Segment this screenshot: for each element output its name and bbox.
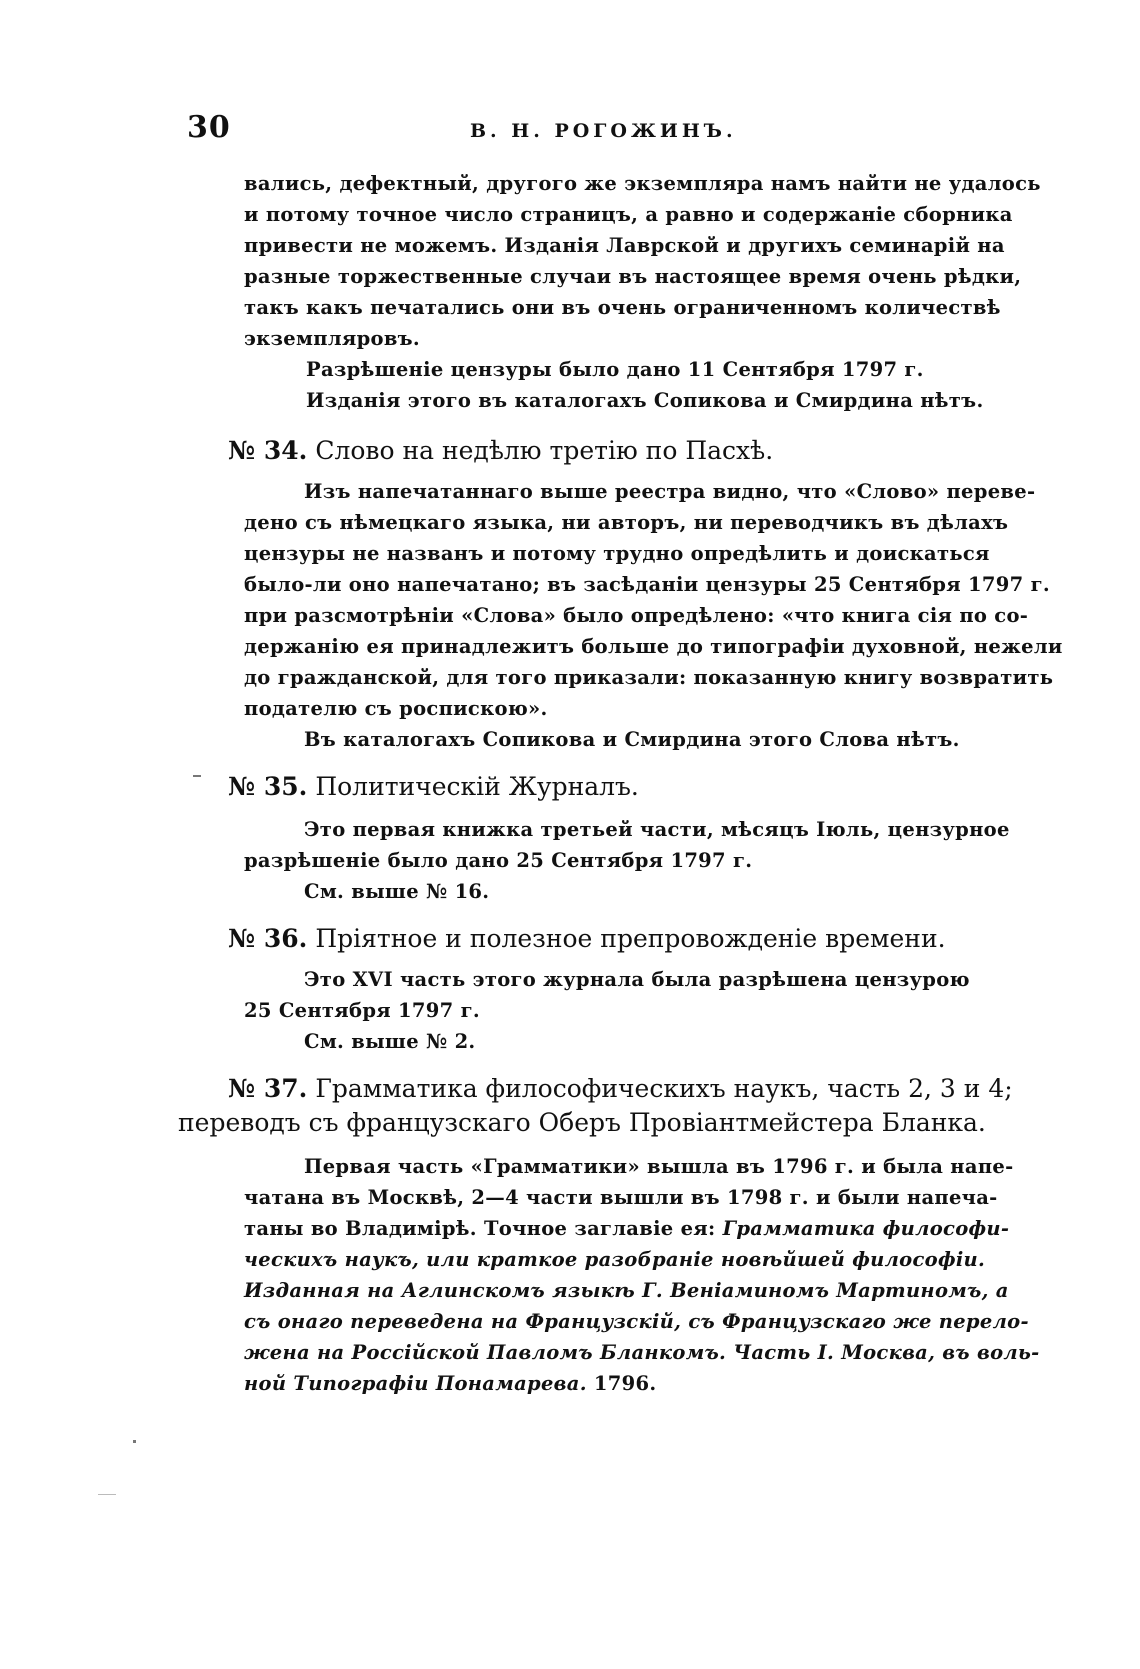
paragraph-line: разные торжественные случаи въ настоящее время очень рѣдки,: [244, 265, 1022, 288]
book-title-italic: съ онаго переведена на Французскій, съ Французскаго же перело-: [244, 1310, 1029, 1333]
entry-heading: [228, 1074, 1013, 1103]
running-title: В. Н. РОГОЖИНЪ.: [470, 120, 737, 142]
book-title-italic: ной Типографіи Понамарева.: [244, 1372, 587, 1395]
paragraph-line: дено съ нѣмецкаго языка, ни авторъ, ни переводчикъ въ дѣлахъ: [244, 511, 1009, 534]
see-also-note: См. выше № 16.: [304, 880, 490, 903]
paragraph-line: чатана въ Москвѣ, 2—4 части вышли въ 1798 г. и были напеча-: [244, 1186, 998, 1209]
page-number: 30: [187, 110, 231, 145]
paragraph-line: Это первая книжка третьей части, мѣсяцъ Іюль, цензурное: [304, 818, 1010, 841]
catalog-note: Въ каталогахъ Сопикова и Смирдина этого Слова нѣтъ.: [304, 728, 960, 751]
entry-heading: [228, 924, 946, 953]
paragraph-line: [244, 1372, 656, 1395]
paragraph-line: [244, 1217, 1009, 1240]
entry-number: № 36.: [228, 924, 308, 953]
paragraph-line: привести не можемъ. Изданія Лаврской и другихъ семинарій на: [244, 234, 1005, 257]
entry-heading: [228, 772, 639, 801]
paragraph-line: Это XVI часть этого журнала была разрѣшена цензурою: [304, 968, 970, 991]
entry-title: Грамматика философическихъ наукъ, часть 2, 3 и 4;: [315, 1074, 1013, 1103]
book-title-italic: Изданная на Аглинскомъ языкѣ Г. Веніаминомъ Мартиномъ, а: [244, 1279, 1009, 1302]
catalog-note: Изданія этого въ каталогахъ Сопикова и Смирдина нѣтъ.: [306, 389, 984, 412]
paragraph-line: держанію ея принадлежитъ больше до типографіи духовной, нежели: [244, 635, 1063, 658]
see-also-note: См. выше № 2.: [304, 1030, 476, 1053]
scan-speck: [133, 1440, 136, 1443]
entry-number: № 37.: [228, 1074, 308, 1103]
paragraph-line: Изъ напечатаннаго выше реестра видно, что «Слово» переве-: [304, 480, 1036, 503]
paragraph-line: и потому точное число страницъ, а равно и содержаніе сборника: [244, 203, 1013, 226]
entry-number: № 35.: [228, 772, 308, 801]
book-title-italic: ческихъ наукъ, или краткое разобраніе новѣйшей философіи.: [244, 1248, 986, 1271]
censorship-note: Разрѣшеніе цензуры было дано 11 Сентября 1797 г.: [306, 358, 924, 381]
paragraph-line: экземпляровъ.: [244, 327, 421, 350]
entry-title: Пріятное и полезное препровожденіе времени.: [315, 924, 946, 953]
paragraph-line: Первая часть «Грамматики» вышла въ 1796 г. и была напе-: [304, 1155, 1014, 1178]
scan-speck: [98, 1494, 116, 1495]
entry-title: Слово на недѣлю третію по Пасхѣ.: [315, 436, 774, 465]
entry-title: Политическій Журналъ.: [315, 772, 639, 801]
book-title-italic: жена на Россійской Павломъ Бланкомъ. Часть I. Москва, въ воль-: [244, 1341, 1040, 1364]
entry-heading: [228, 436, 773, 465]
paragraph-line: такъ какъ печатались они въ очень ограниченномъ количествѣ: [244, 296, 1001, 319]
paragraph-line: разрѣшеніе было дано 25 Сентября 1797 г.: [244, 849, 753, 872]
paragraph-line: было-ли оно напечатано; въ засѣданіи цензуры 25 Сентября 1797 г.: [244, 573, 1050, 596]
entry-title-continued: переводъ съ французскаго Оберъ Провіантмейстера Бланка.: [178, 1108, 986, 1137]
paragraph-line: при разсмотрѣніи «Слова» было опредѣлено: «что книга сія по со-: [244, 604, 1029, 627]
entry-number: № 34.: [228, 436, 308, 465]
paragraph-text: таны во Владимірѣ. Точное заглавіе ея:: [244, 1217, 723, 1240]
paragraph-line: 25 Сентября 1797 г.: [244, 999, 480, 1022]
scan-speck: [193, 775, 201, 777]
paragraph-text: 1796.: [586, 1372, 657, 1395]
book-title-italic: Грамматика философи-: [722, 1217, 1010, 1240]
paragraph-line: вались, дефектный, другого же экземпляра намъ найти не удалось: [244, 172, 1041, 195]
paragraph-line: до гражданской, для того приказали: показанную книгу возвратить: [244, 666, 1054, 689]
paragraph-line: цензуры не названъ и потому трудно опредѣлить и доискаться: [244, 542, 990, 565]
paragraph-line: подателю съ роспискою».: [244, 697, 548, 720]
